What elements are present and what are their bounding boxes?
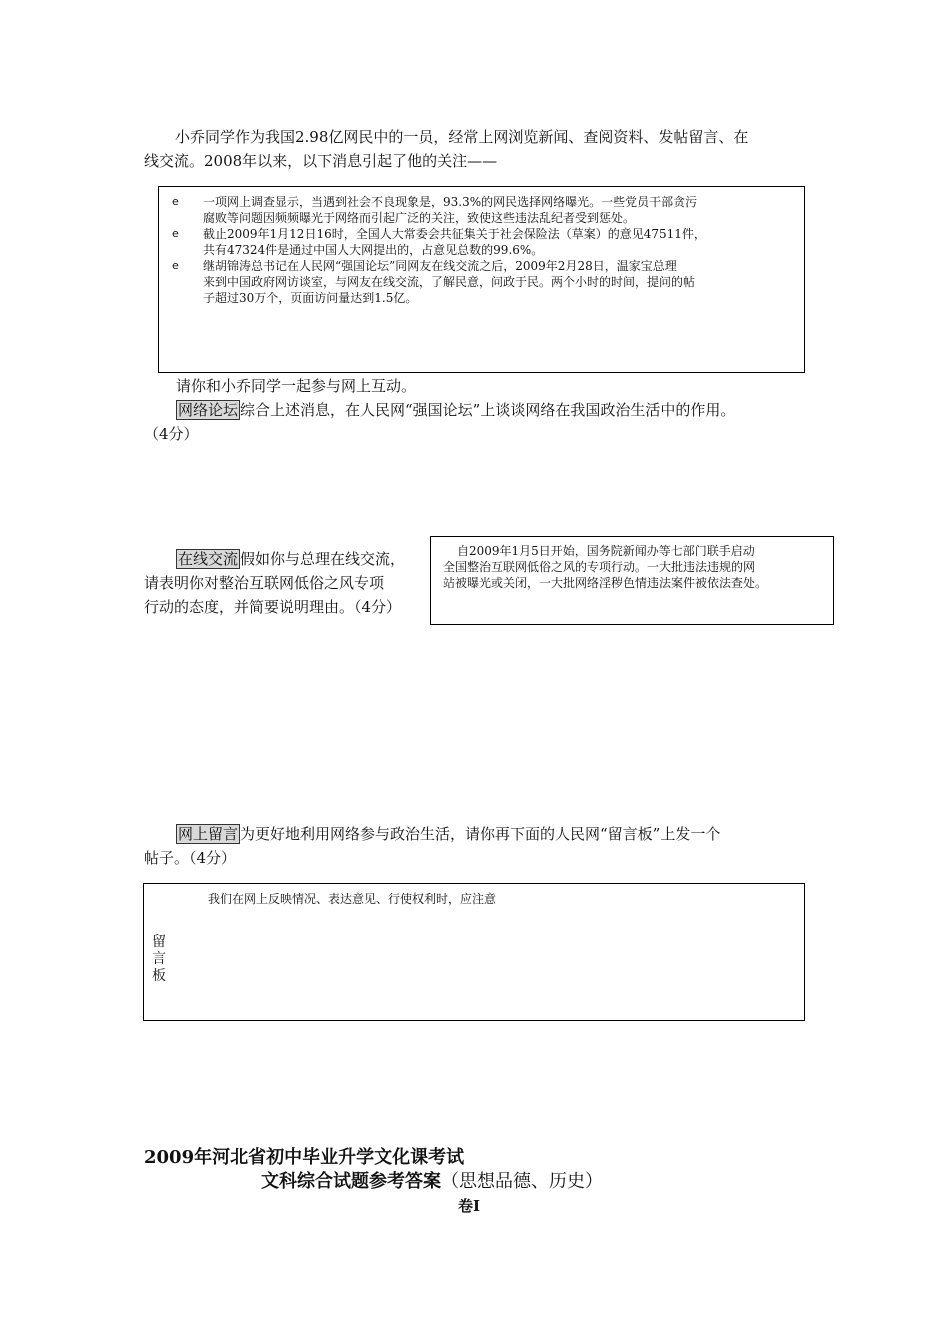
- intro-line-2: 线交流。2008年以来，以下消息引起了他的关注——: [144, 152, 498, 170]
- question-online-chat: [144, 547, 434, 619]
- news-item-3: e 继胡锦涛总书记在人民网“强国论坛”同网友在线交流之后，2009年2月28日，温家宝总理 来到中国政府网访谈室，与网友在线交流，了解民意，问政于民。两个小时的时间，提问的帖 子超过30万个，页面访问量达到1.5亿。: [172, 259, 696, 305]
- side-box-line-2: 全国整治互联网低俗之风的专项行动。一大批违法违规的网: [443, 560, 756, 574]
- bullet-icon: e: [172, 227, 179, 240]
- answers-subtitle: 文科综合试题参考答案（思想品德、历史）: [261, 1171, 603, 1192]
- online-chat-tag: 在线交流: [178, 550, 239, 568]
- message-line-2: 帖子。（4分）: [144, 849, 237, 867]
- forum-score: （4分）: [144, 425, 199, 443]
- online-chat-line-2: 请表明你对整治互联网低俗之风专项: [144, 574, 385, 592]
- invite-text: 请你和小乔同学一起参与网上互动。: [176, 377, 417, 395]
- forum-question-text: 综合上述消息，在人民网“强国论坛”上谈谈网络在我国政治生活中的作用。: [240, 401, 736, 419]
- bullet-icon: e: [172, 259, 179, 272]
- bullet-icon: e: [172, 195, 179, 208]
- side-box-line-3: 站被曝光或关闭，一大批网络淫秽色情违法案件被依法查处。: [443, 576, 768, 590]
- intro-paragraph: [144, 125, 824, 173]
- answers-title: 2009年河北省初中毕业升学文化课考试: [144, 1147, 465, 1168]
- intro-line-1: 小乔同学作为我国2.98亿网民中的一员，经常上网浏览新闻、查阅资料、发帖留言、在: [175, 128, 749, 146]
- side-box-line-1: 自2009年1月5日开始，国务院新闻办等七部门联手启动: [457, 544, 755, 558]
- message-board[interactable]: [143, 883, 805, 1021]
- question-forum: [144, 398, 824, 446]
- online-chat-line-3: 行动的态度，并简要说明理由。（4分）: [144, 598, 402, 616]
- side-news-box: [430, 536, 834, 625]
- message-tag: 网上留言: [178, 825, 239, 843]
- message-line-1: 为更好地利用网络参与政治生活，请你再下面的人民网“留言板”上发一个: [240, 825, 721, 843]
- answers-volume: 卷Ⅰ: [458, 1197, 481, 1215]
- news-item-1: e 一项网上调查显示，当遇到社会不良现象是，93.3%的网民选择网络曝光。一些党员干部贪污 腐败等问题因频频曝光于网络而引起广泛的关注，致使这些违法乱纪者受到惩处。: [172, 195, 698, 225]
- online-chat-line-1: 假如你与总理在线交流，: [240, 550, 406, 568]
- news-box: [158, 186, 805, 373]
- question-message: [144, 822, 824, 870]
- forum-tag: 网络论坛: [178, 401, 239, 419]
- news-item-2: e 截止2009年1月12日16时，全国人大常委会共征集关于社会保险法（草案）的意见47511件， 共有47324件是通过中国人大网提出的，占意见总数的99.6%。: [172, 227, 706, 257]
- board-label: 留 言 板: [152, 934, 166, 984]
- board-prompt: 我们在网上反映情况、表达意见、行使权利时，应注意: [208, 892, 497, 906]
